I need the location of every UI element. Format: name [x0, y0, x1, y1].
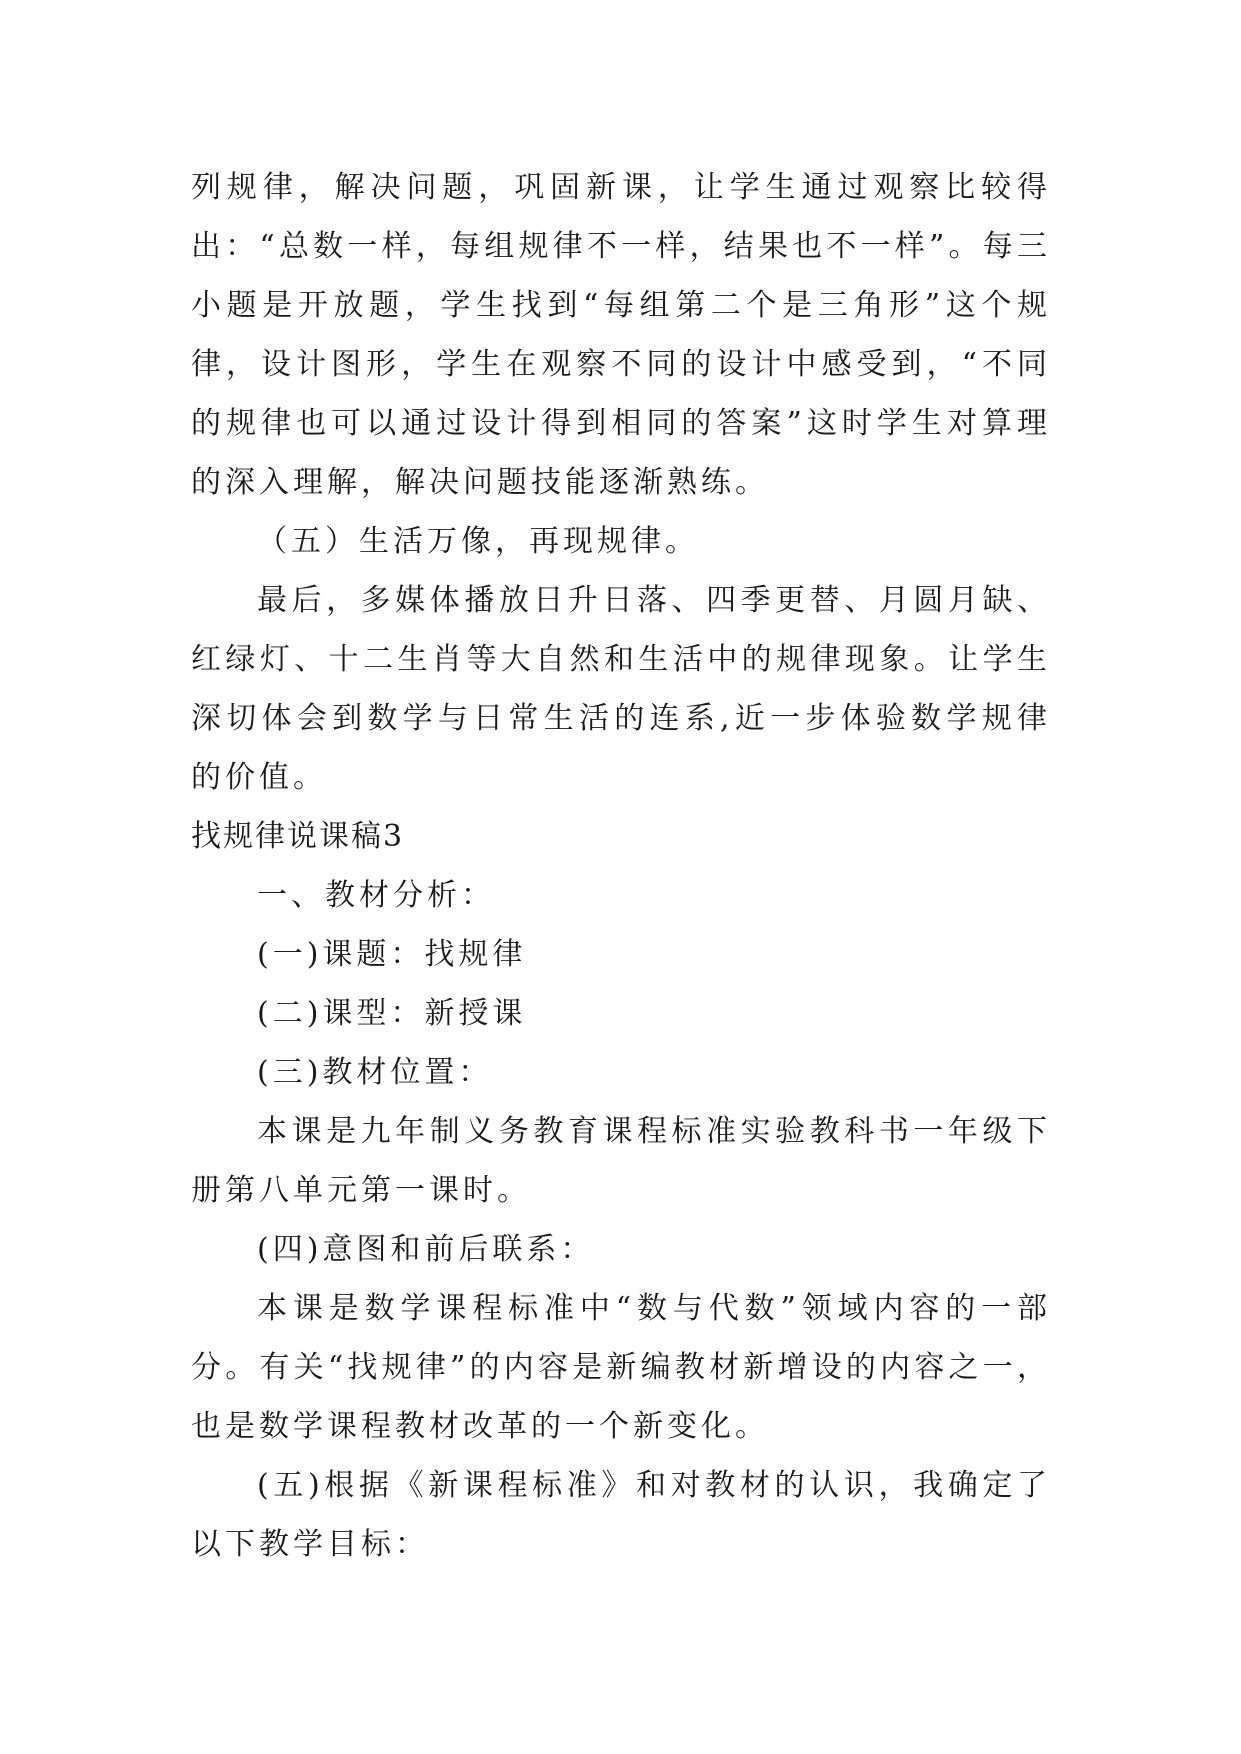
paragraph-intent: 本课是数学课程标准中“数与代数”领域内容的一部分。有关“找规律”的内容是新编教材新增设的内容之一，也是数学课程教材改革的一个新变化。 — [191, 1291, 1051, 1444]
subheading-five: （五）生活万像，再现规律。 — [257, 524, 699, 559]
item-textbook-position: (三)教材位置： — [257, 1055, 493, 1090]
item-lesson-type: (二)课型：新授课 — [257, 996, 527, 1031]
document-page — [191, 158, 1051, 1574]
paragraph-conclusion: 最后，多媒体播放日升日落、四季更替、月圆月缺、红绿灯、十二生肖等大自然和生活中的规律现象。让学生深切体会到数学与日常生活的连系,近一步体验数学规律的价值。 — [191, 583, 1051, 795]
paragraph-textbook-position: 本课是九年制义务教育课程标准实验教科书一年级下册第八单元第一课时。 — [191, 1114, 1051, 1208]
paragraph-continued: 列规律，解决问题，巩固新课，让学生通过观察比较得出：“总数一样，每组规律不一样，结果也不一样”。每三小题是开放题，学生找到“每组第二个是三角形”这个规律，设计图形，学生在观察不同的设计中感受到，“不同的规律也可以通过设计得到相同的答案”这时学生对算理的深入理解，解决问题技能逐渐熟练。 — [191, 170, 1051, 500]
item-teaching-goals: (五)根据《新课程标准》和对教材的认识，我确定了以下教学目标： — [191, 1468, 1051, 1562]
heading-textbook-analysis: 一、教材分析： — [257, 878, 495, 913]
item-topic: (一)课题：找规律 — [257, 937, 527, 972]
section-title: 找规律说课稿3 — [191, 819, 405, 854]
item-intent: (四)意图和前后联系： — [257, 1232, 595, 1267]
